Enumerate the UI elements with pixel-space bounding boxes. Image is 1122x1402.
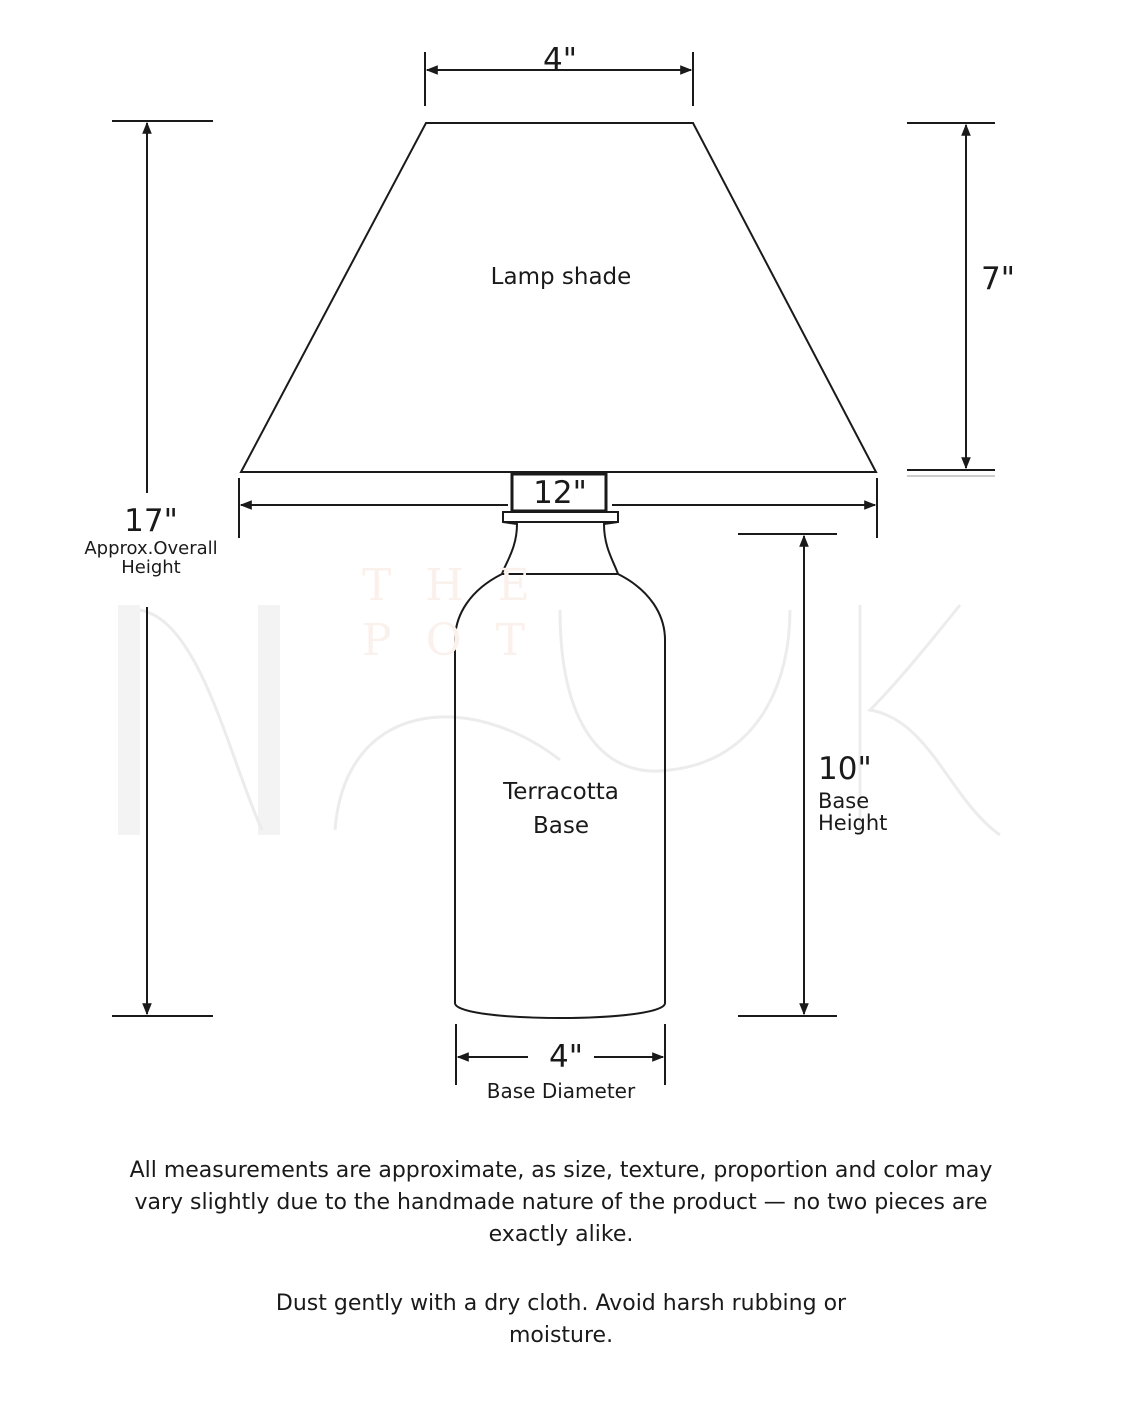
overall-height-value: 17"	[124, 503, 178, 539]
shade-height-value: 7"	[981, 261, 1015, 297]
shade-top-width-value: 4"	[543, 42, 577, 78]
care-note: Dust gently with a dry cloth. Avoid harsh rubbing or moisture.	[275, 1291, 847, 1348]
shade-label: Lamp shade	[490, 264, 632, 290]
disclaimer-note: All measurements are approximate, as size, texture, proportion and color may vary slightly due to the handmade nature of the product — no two pieces are exactly alike.	[129, 1158, 993, 1247]
base-height-value: 10"	[818, 751, 872, 787]
watermark-pot: POT	[362, 615, 560, 666]
shade-height-dimension	[907, 123, 995, 476]
shade-bottom-width-value: 12"	[533, 475, 587, 511]
watermark-the: THE	[362, 560, 564, 611]
overall-height-label-line1: Approx.Overall	[84, 538, 218, 559]
base-label-line2: Base	[532, 813, 589, 839]
base-label-line1: Terracotta	[503, 779, 619, 805]
overall-height-label-line2: Height	[121, 557, 181, 578]
base-height-label-line1: Base	[818, 789, 870, 813]
lamp-shade	[241, 123, 876, 472]
base-diameter-value: 4"	[549, 1039, 583, 1075]
base-diameter-label: Base Diameter	[486, 1079, 636, 1103]
base-height-label-line2: Height	[818, 811, 888, 835]
